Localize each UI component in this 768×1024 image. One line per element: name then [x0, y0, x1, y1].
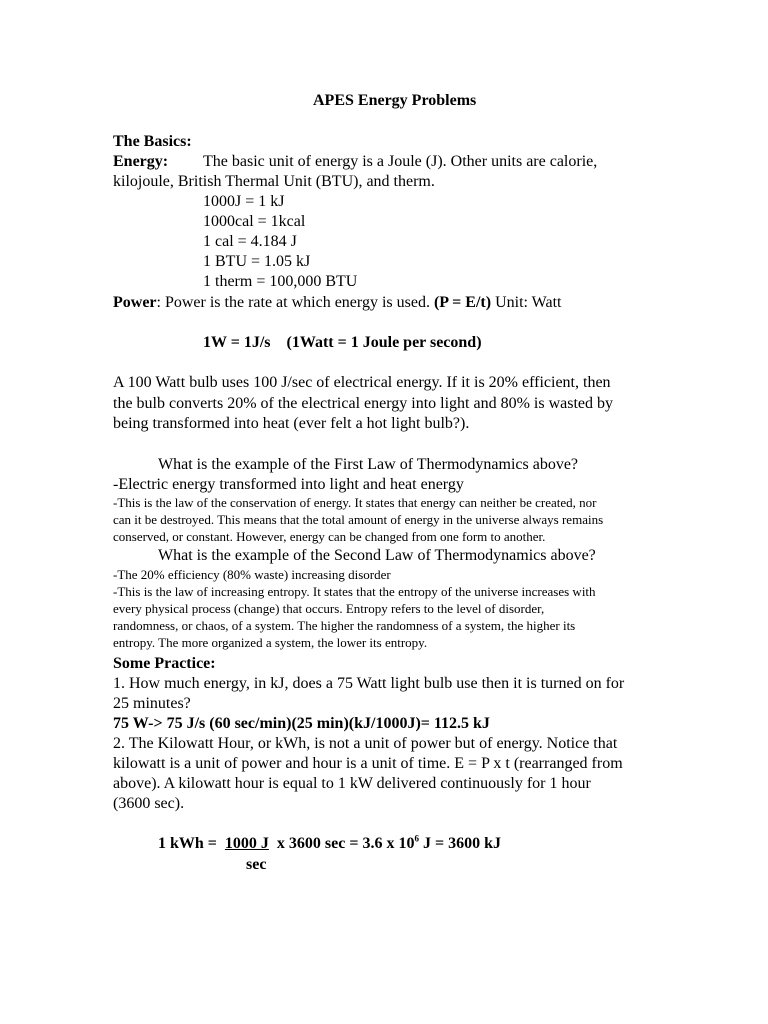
kwh-numerator: 1000 J: [224, 835, 269, 852]
q1-line-2: 25 minutes?: [113, 695, 191, 712]
power-text: : Power is the rate at which energy is used.: [156, 294, 430, 311]
kwh-equation: [158, 835, 501, 853]
second-law-note-4: randomness, or chaos, of a system. The higher the randomness of a system, the higher its: [113, 618, 576, 633]
second-law-note-5: entropy. The more organized a system, the lower its entropy.: [113, 635, 428, 650]
watt-def-2: (1Watt = 1 Joule per second): [286, 334, 482, 351]
energy-label: Energy:: [113, 153, 169, 170]
q1-line-1: 1. How much energy, in kJ, does a 75 Watt light bulb use then it is turned on for: [113, 675, 625, 692]
first-law-answer: -Electric energy transformed into light and heat energy: [113, 476, 464, 493]
first-law-question: What is the example of the First Law of Thermodynamics above?: [158, 456, 579, 473]
second-law-note-1: -The 20% efficiency (80% waste) increasing disorder: [113, 567, 391, 582]
kwh-lhs: 1 kWh =: [158, 835, 217, 852]
first-law-note-3: conserved, or constant. However, energy can be changed from one form to another.: [113, 529, 546, 544]
kwh-exponent: 6: [414, 833, 419, 844]
conversion-1: 1000J = 1 kJ: [203, 193, 285, 210]
energy-text: The basic unit of energy is a Joule (J). Other units are calorie,: [203, 153, 598, 170]
first-law-note-1: -This is the law of the conservation of energy. It states that energy can neither be created, nor: [113, 495, 597, 510]
power-line: [113, 294, 561, 312]
q2-line-1: 2. The Kilowatt Hour, or kWh, is not a unit of power but of energy. Notice that: [113, 735, 618, 752]
conversion-4: 1 BTU = 1.05 kJ: [203, 253, 311, 270]
a1-line: 75 W-> 75 J/s (60 sec/min)(25 min)(kJ/1000J)= 112.5 kJ: [113, 715, 490, 732]
power-label: Power: [113, 294, 157, 311]
watt-definition: [203, 334, 482, 352]
second-law-note-2: -This is the law of increasing entropy. It states that the entropy of the universe increases with: [113, 584, 596, 599]
q2-line-4: (3600 sec).: [113, 795, 185, 812]
conversion-3: 1 cal = 4.184 J: [203, 233, 297, 250]
kwh-denominator: sec: [246, 856, 267, 873]
bulb-line-1: A 100 Watt bulb uses 100 J/sec of electrical energy. If it is 20% efficient, then: [113, 374, 611, 391]
energy-line-2: kilojoule, British Thermal Unit (BTU), and therm.: [113, 173, 435, 190]
power-formula: (P = E/t): [433, 294, 492, 311]
kwh-middle: x 3600 sec = 3.6 x 10: [276, 835, 415, 852]
power-unit: Unit: Watt: [495, 294, 562, 311]
conversion-5: 1 therm = 100,000 BTU: [203, 273, 358, 290]
bulb-line-3: being transformed into heat (ever felt a hot light bulb?).: [113, 415, 470, 432]
q2-line-2: kilowatt is a unit of power and hour is a unit of time. E = P x t (rearranged from: [113, 755, 623, 772]
energy-line-1: [113, 153, 597, 171]
q2-line-3: above). A kilowatt hour is equal to 1 kW delivered continuously for 1 hour: [113, 775, 591, 792]
second-law-question: What is the example of the Second Law of Thermodynamics above?: [158, 547, 596, 564]
practice-heading: Some Practice:: [113, 655, 216, 672]
watt-def-1: 1W = 1J/s: [203, 334, 271, 351]
page-title: APES Energy Problems: [313, 92, 477, 109]
conversion-2: 1000cal = 1kcal: [203, 213, 306, 230]
first-law-note-2: can it be destroyed. This means that the total amount of energy in the universe always remains: [113, 512, 604, 527]
kwh-rhs: J = 3600 kJ: [418, 835, 501, 852]
basics-heading: The Basics:: [113, 133, 192, 150]
second-law-note-3: every physical process (change) that occurs. Entropy refers to the level of disorder,: [113, 601, 545, 616]
bulb-line-2: the bulb converts 20% of the electrical energy into light and 80% is wasted by: [113, 395, 614, 412]
